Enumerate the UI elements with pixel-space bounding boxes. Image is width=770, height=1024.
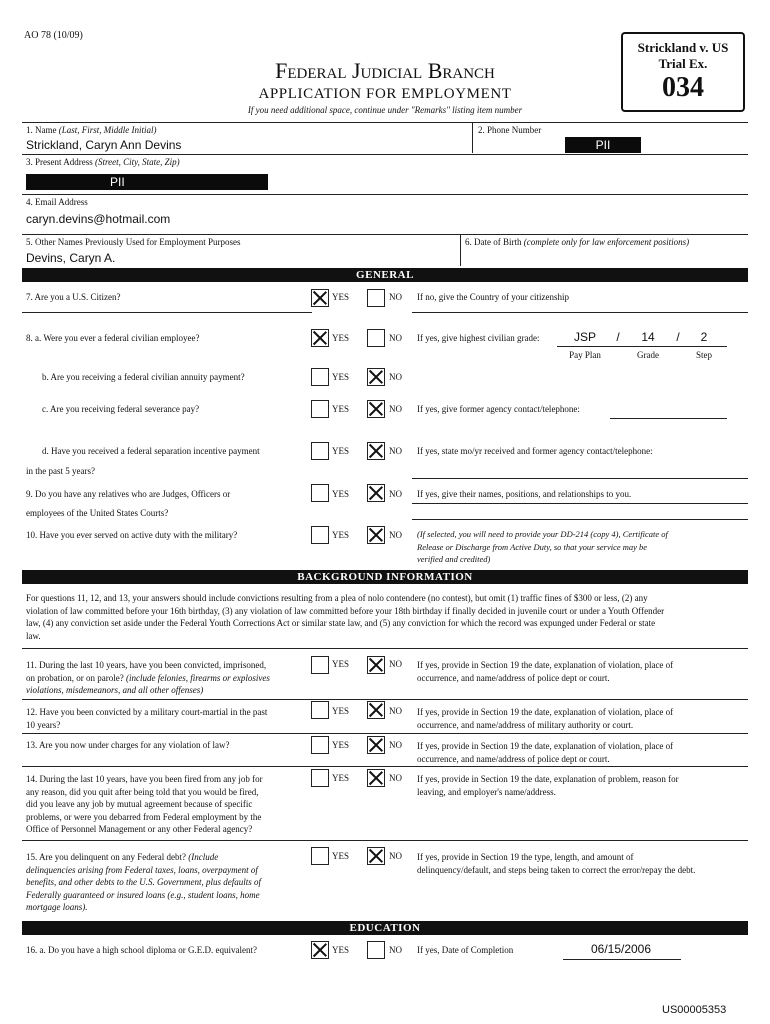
q9-note: If yes, give their names, positions, and relationships to you. bbox=[417, 489, 632, 499]
yes-label: YES bbox=[332, 773, 350, 783]
q8b-no-checkbox[interactable] bbox=[367, 368, 385, 386]
completion-date-field[interactable]: 06/15/2006 bbox=[590, 942, 652, 956]
rule bbox=[22, 194, 748, 195]
yes-label: YES bbox=[332, 851, 350, 861]
q9-no-checkbox[interactable] bbox=[367, 484, 385, 502]
q8d-no-checkbox[interactable] bbox=[367, 442, 385, 460]
q16a-yes-checkbox[interactable] bbox=[311, 941, 329, 959]
q7-note: If no, give the Country of your citizenship bbox=[417, 292, 569, 302]
q8a-no-checkbox[interactable] bbox=[367, 329, 385, 347]
q14-yes-checkbox[interactable] bbox=[311, 769, 329, 787]
rule bbox=[412, 478, 748, 479]
q13-no-checkbox[interactable] bbox=[367, 736, 385, 754]
yes-label: YES bbox=[332, 446, 350, 456]
q8b-yes-checkbox[interactable] bbox=[311, 368, 329, 386]
section-background-header: BACKGROUND INFORMATION bbox=[22, 570, 748, 584]
no-label: NO bbox=[389, 404, 402, 414]
rule bbox=[412, 312, 748, 313]
no-label: NO bbox=[389, 372, 402, 382]
q8a-note: If yes, give highest civilian grade: bbox=[417, 333, 540, 343]
q16a-text: 16. a. Do you have a high school diploma or G.E.D. equivalent? bbox=[26, 945, 257, 955]
no-label: NO bbox=[389, 740, 402, 750]
rule bbox=[22, 648, 748, 649]
yes-label: YES bbox=[332, 706, 350, 716]
no-label: NO bbox=[389, 530, 402, 540]
yes-label: YES bbox=[332, 659, 350, 669]
step-field[interactable]: 2 bbox=[700, 330, 708, 344]
q8a-yes-checkbox[interactable] bbox=[311, 329, 329, 347]
other-names-field[interactable]: Devins, Caryn A. bbox=[26, 251, 116, 265]
q10-text: 10. Have you ever served on active duty with the military? bbox=[26, 530, 238, 540]
no-label: NO bbox=[389, 292, 402, 302]
yes-label: YES bbox=[332, 404, 350, 414]
q9-yes-checkbox[interactable] bbox=[311, 484, 329, 502]
q8c-text: c. Are you receiving federal severance pay? bbox=[42, 404, 200, 414]
q12-no-checkbox[interactable] bbox=[367, 701, 385, 719]
q8d-yes-checkbox[interactable] bbox=[311, 442, 329, 460]
q3-label: 3. Present Address (Street, City, State, Zip) bbox=[26, 157, 180, 167]
q15-yes-checkbox[interactable] bbox=[311, 847, 329, 865]
yes-label: YES bbox=[332, 530, 350, 540]
no-label: NO bbox=[389, 333, 402, 343]
q4-label: 4. Email Address bbox=[26, 197, 88, 207]
yes-label: YES bbox=[332, 945, 350, 955]
divider bbox=[460, 234, 461, 266]
agency-contact-line[interactable] bbox=[610, 418, 727, 419]
q10-no-checkbox[interactable] bbox=[367, 526, 385, 544]
page-title: Federal Judicial Branch bbox=[275, 58, 495, 83]
q8b-text: b. Are you receiving a federal civilian annuity payment? bbox=[42, 372, 245, 382]
page-subtitle: APPLICATION FOR EMPLOYMENT bbox=[258, 86, 512, 102]
q8d-text: d. Have you received a federal separation incentive payment bbox=[42, 446, 260, 456]
no-label: NO bbox=[389, 945, 402, 955]
q10-yes-checkbox[interactable] bbox=[311, 526, 329, 544]
q13-yes-checkbox[interactable] bbox=[311, 736, 329, 754]
q8c-note: If yes, give former agency contact/telephone: bbox=[417, 404, 580, 414]
rule bbox=[563, 959, 681, 960]
no-label: NO bbox=[389, 446, 402, 456]
section-general-header: GENERAL bbox=[22, 268, 748, 282]
grade-field[interactable]: 14 bbox=[641, 330, 655, 344]
q9-text-cont: employees of the United States Courts? bbox=[26, 508, 169, 518]
rule bbox=[412, 519, 748, 520]
q11-note: If yes, provide in Section 19 the date, explanation of violation, place of occurrence, and name/address of police dept or court. bbox=[417, 660, 674, 683]
q5-label: 5. Other Names Previously Used for Employment Purposes bbox=[26, 237, 241, 247]
page-instruction: If you need additional space, continue under "Remarks" listing item number bbox=[247, 105, 523, 115]
q8d-note: If yes, state mo/yr received and former agency contact/telephone: bbox=[417, 446, 653, 456]
rule bbox=[22, 122, 748, 123]
step-label: Step bbox=[695, 350, 712, 360]
q10-note: (If selected, you will need to provide your DD-214 (copy 4), Certificate of Release or Discharge from Active Duty, so that your service may be verified and credited) bbox=[417, 529, 668, 564]
rule bbox=[22, 840, 748, 841]
rule bbox=[22, 312, 312, 313]
rule bbox=[557, 346, 727, 347]
q8d-text-cont: in the past 5 years? bbox=[26, 466, 95, 476]
q11-yes-checkbox[interactable] bbox=[311, 656, 329, 674]
step-separator: / bbox=[676, 330, 680, 344]
rule bbox=[22, 766, 748, 767]
yes-label: YES bbox=[332, 372, 350, 382]
q15-note: If yes, provide in Section 19 the type, length, and amount of delinquency/default, and steps being taken to correct the error/repay the debt. bbox=[417, 852, 696, 875]
section-education-header: EDUCATION bbox=[22, 921, 748, 935]
q12-text: 12. Have you been convicted by a military court-martial in the past 10 years? bbox=[26, 707, 268, 730]
exhibit-label: Trial Ex. bbox=[658, 56, 708, 71]
background-intro: For questions 11, 12, and 13, your answers should include convictions resulting from a plea of nolo contendere (no contest), but omit (1) traffic fines of $300 or less, (2) any violation of law committed before your 16th birthday, (3) any violation of law committed before your 18th birthday if finally decided in juvenile court or under a Youth Offender law, (4) any conviction set aside under the Federal Youth Corrections Act or similar state law, and (5) any conviction for which the record was expunged under Federal or state law. bbox=[26, 593, 665, 641]
pay-plan-field[interactable]: JSP bbox=[573, 330, 596, 344]
no-label: NO bbox=[389, 773, 402, 783]
bates-number: US00005353 bbox=[662, 1004, 727, 1016]
pay-plan-label: Pay Plan bbox=[569, 350, 601, 360]
grade-separator: / bbox=[616, 330, 620, 344]
q12-yes-checkbox[interactable] bbox=[311, 701, 329, 719]
form-number: AO 78 (10/09) bbox=[24, 30, 83, 41]
yes-label: YES bbox=[332, 740, 350, 750]
grade-label: Grade bbox=[637, 350, 659, 360]
rule bbox=[22, 154, 748, 155]
q8c-no-checkbox[interactable] bbox=[367, 400, 385, 418]
no-label: NO bbox=[389, 489, 402, 499]
applicant-name-field[interactable]: Strickland, Caryn Ann Devins bbox=[26, 138, 182, 152]
q7-no-checkbox[interactable] bbox=[367, 289, 385, 307]
exhibit-number: 034 bbox=[662, 72, 704, 103]
q8a-text: 8. a. Were you ever a federal civilian employee? bbox=[26, 333, 200, 343]
exhibit-case: Strickland v. US bbox=[637, 40, 729, 55]
q16a-no-checkbox[interactable] bbox=[367, 941, 385, 959]
q8c-yes-checkbox[interactable] bbox=[311, 400, 329, 418]
q15-no-checkbox[interactable] bbox=[367, 847, 385, 865]
rule bbox=[22, 733, 748, 734]
rule bbox=[22, 699, 748, 700]
no-label: NO bbox=[389, 659, 402, 669]
address-redaction: PII bbox=[26, 174, 268, 190]
q9-text: 9. Do you have any relatives who are Judges, Officers or bbox=[26, 489, 231, 499]
rule bbox=[412, 503, 748, 504]
q14-no-checkbox[interactable] bbox=[367, 769, 385, 787]
q7-yes-checkbox[interactable] bbox=[311, 289, 329, 307]
yes-label: YES bbox=[332, 292, 350, 302]
q15-text: 15. Are you delinquent on any Federal debt? (Include delinquencies arising from Federal taxes, loans, overpayment of benefits, and other debts to the U.S. Government, plus defaults of Federally guaranteed or insured loans (e.g., student loans, home mortgage loans). bbox=[26, 852, 261, 913]
q16a-note: If yes, Date of Completion bbox=[417, 945, 514, 955]
email-field[interactable]: caryn.devins@hotmail.com bbox=[26, 212, 171, 226]
divider bbox=[472, 122, 473, 153]
no-label: NO bbox=[389, 706, 402, 716]
q14-text: 14. During the last 10 years, have you been fired from any job for any reason, did you quit after being told that you would be fired, did you leave any job by mutual agreement because of specific problems, or were you debarred from Federal employment by the Office of Personnel Management or any other Federal agency? bbox=[26, 774, 263, 835]
q13-text: 13. Are you now under charges for any violation of law? bbox=[26, 740, 230, 750]
q1-label: 1. Name (Last, First, Middle Initial) bbox=[26, 125, 157, 135]
yes-label: YES bbox=[332, 333, 350, 343]
q12-note: If yes, provide in Section 19 the date, explanation of violation, place of occurrence, and name/address of military authority or court. bbox=[417, 707, 674, 730]
q2-label: 2. Phone Number bbox=[478, 125, 542, 135]
q11-no-checkbox[interactable] bbox=[367, 656, 385, 674]
q14-note: If yes, provide in Section 19 the date, explanation of problem, reason for leaving, and employer's name/address. bbox=[417, 774, 679, 797]
q11-text: 11. During the last 10 years, have you been convicted, imprisoned, on probation, or on parole? (include felonies, firearms or explosives violations, misdemeanors, and all other offenses) bbox=[26, 660, 270, 695]
rule bbox=[22, 234, 748, 235]
q13-note: If yes, provide in Section 19 the date, explanation of violation, place of occurrence, and name/address of police dept or court. bbox=[417, 741, 674, 764]
q6-label: 6. Date of Birth (complete only for law enforcement positions) bbox=[465, 237, 690, 247]
yes-label: YES bbox=[332, 489, 350, 499]
q7-text: 7. Are you a U.S. Citizen? bbox=[26, 292, 121, 302]
phone-redaction: PII bbox=[565, 137, 641, 153]
no-label: NO bbox=[389, 851, 402, 861]
